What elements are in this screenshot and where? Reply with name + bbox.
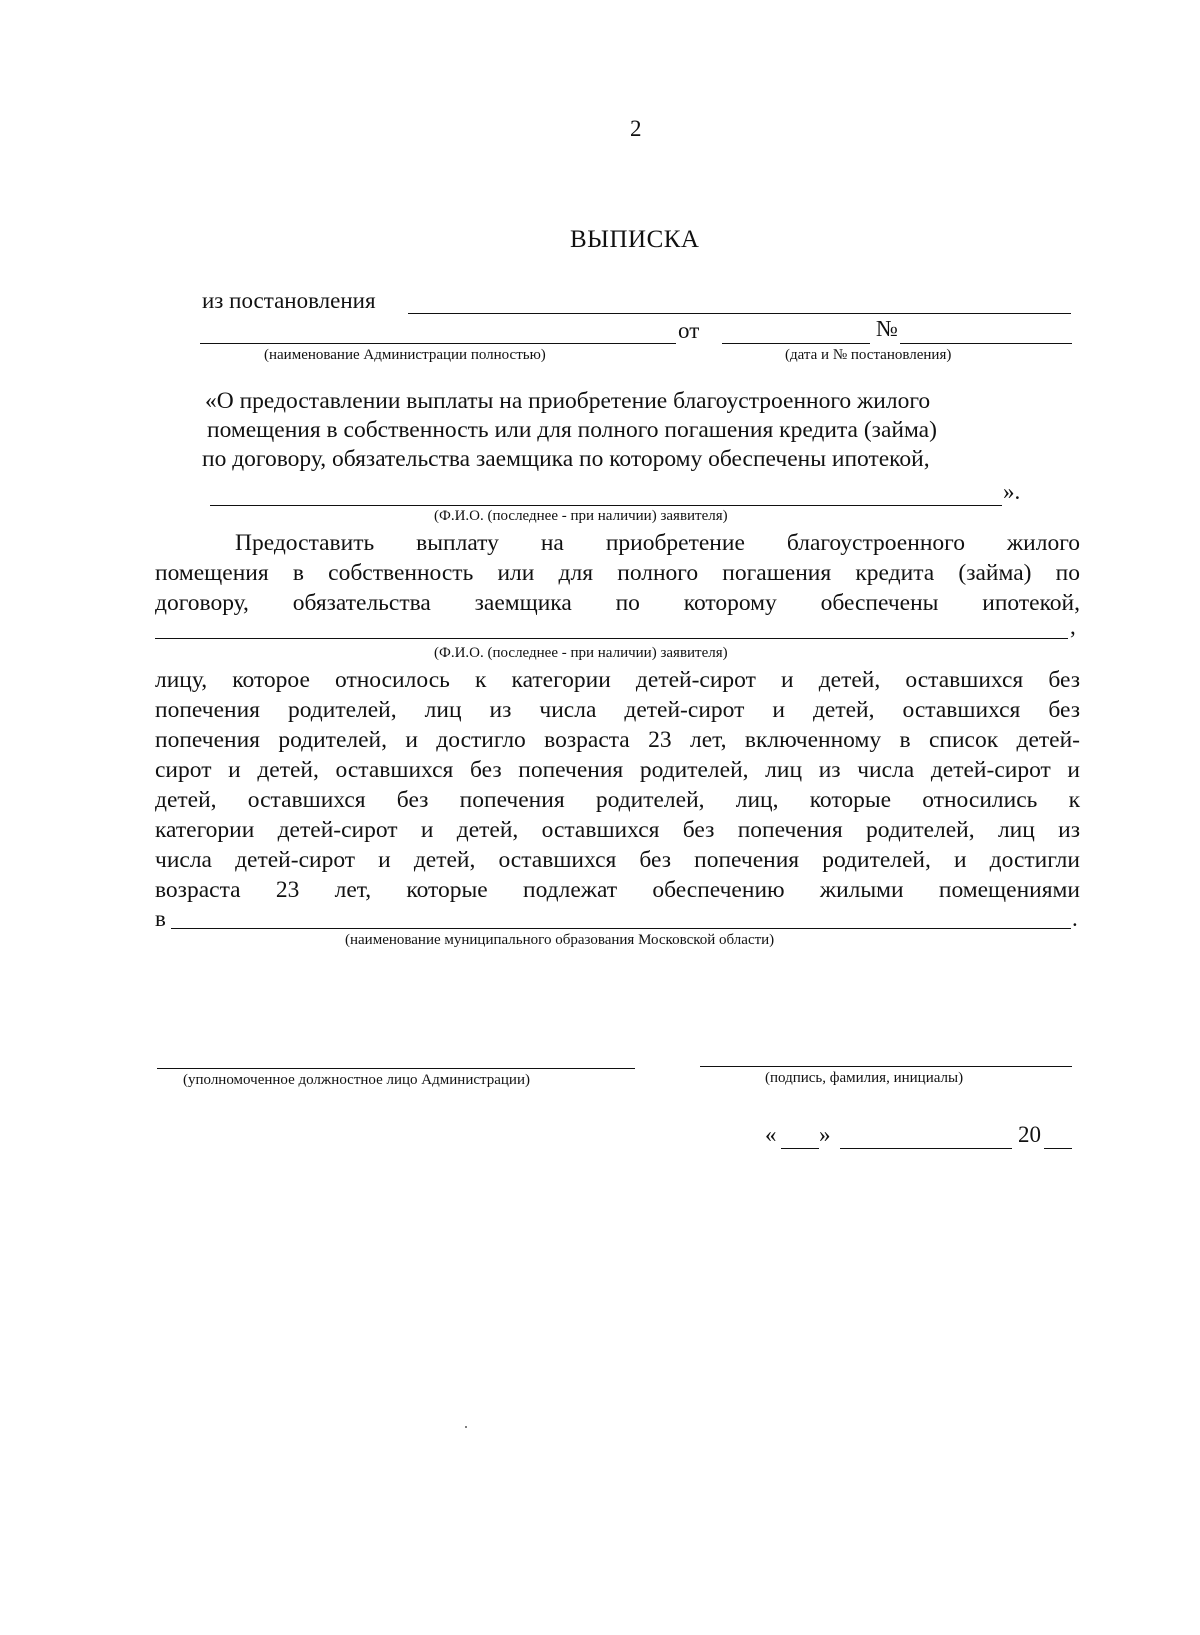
year-blank-line (1044, 1148, 1072, 1149)
scan-speck (465, 1426, 467, 1428)
number-sign: № (876, 316, 898, 341)
body-p1-line-3: договору, обязательства заемщика по которому обеспечены ипотекой, (155, 590, 1080, 616)
month-blank-line (840, 1148, 1012, 1149)
body-fio-blank-line (155, 638, 1068, 639)
day-blank-line (781, 1148, 819, 1149)
date-close-quote: » (819, 1122, 831, 1147)
body-line: возраста 23 лет, которые подлежат обеспечению жилыми помещениями (155, 877, 1080, 903)
number-blank-line (900, 343, 1072, 344)
body-line: сирот и детей, оставшихся без попечения родителей, лиц из числа детей-сирот и (155, 757, 1080, 783)
body-line: детей, оставшихся без попечения родителей, лиц, которые относились к (155, 787, 1080, 813)
resolution-blank-line (408, 313, 1071, 314)
body-paragraph-1 (155, 528, 1080, 618)
caption-official: (уполномоченное должностное лицо Администрации) (183, 1072, 530, 1088)
municipality-blank-line (171, 928, 1071, 929)
body-line: попечения родителей, и достигло возраста 23 лет, включенному в список детей- (155, 727, 1080, 753)
quote-fio-blank-line (210, 505, 1002, 506)
date-open-quote: « (765, 1122, 777, 1147)
caption-fio-2: (Ф.И.О. (последнее - при наличии) заявителя) (434, 645, 728, 661)
body-line: попечения родителей, лиц из числа детей-сирот и детей, оставшихся без (155, 697, 1080, 723)
document-title: ВЫПИСКА (570, 226, 700, 253)
caption-municipality: (наименование муниципального образования Московской области) (345, 932, 775, 948)
body-period: . (1072, 906, 1078, 931)
caption-signature: (подпись, фамилия, инициалы) (765, 1070, 964, 1086)
body-comma: , (1070, 614, 1076, 639)
body-line: числа детей-сирот и детей, оставшихся без попечения родителей, и достигли (155, 847, 1080, 873)
body-p1-line-1: Предоставить выплату на приобретение благоустроенного жилого (235, 530, 1080, 556)
page-number: 2 (630, 116, 642, 141)
caption-fio-1: (Ф.И.О. (последнее - при наличии) заявителя) (434, 508, 728, 524)
signature-blank-line (700, 1066, 1072, 1067)
admin-name-blank-line (200, 343, 676, 344)
date-blank-line (722, 343, 870, 344)
quote-line-3: по договору, обязательства заемщика по которому обеспечены ипотекой, (202, 446, 930, 472)
quote-closing: ». (1003, 479, 1021, 504)
year-prefix: 20 (1018, 1122, 1041, 1147)
body-paragraph-2 (155, 665, 1080, 905)
body-line: лицу, которое относилось к категории детей-сирот и детей, оставшихся без (155, 667, 1080, 693)
quote-line-2: помещения в собственность или для полного погашения кредита (займа) (207, 417, 937, 443)
from-resolution-label: из постановления (202, 288, 376, 313)
quote-line-1: «О предоставлении выплаты на приобретение благоустроенного жилого (205, 388, 931, 414)
official-blank-line (157, 1068, 635, 1069)
body-line: категории детей-сирот и детей, оставшихся без попечения родителей, лиц из (155, 817, 1080, 843)
ot-label: от (678, 318, 700, 343)
body-p1-line-2: помещения в собственность или для полного погашения кредита (займа) по (155, 560, 1080, 586)
caption-admin: (наименование Администрации полностью) (264, 347, 546, 363)
caption-date: (дата и № постановления) (785, 347, 952, 363)
v-label: в (155, 906, 166, 931)
